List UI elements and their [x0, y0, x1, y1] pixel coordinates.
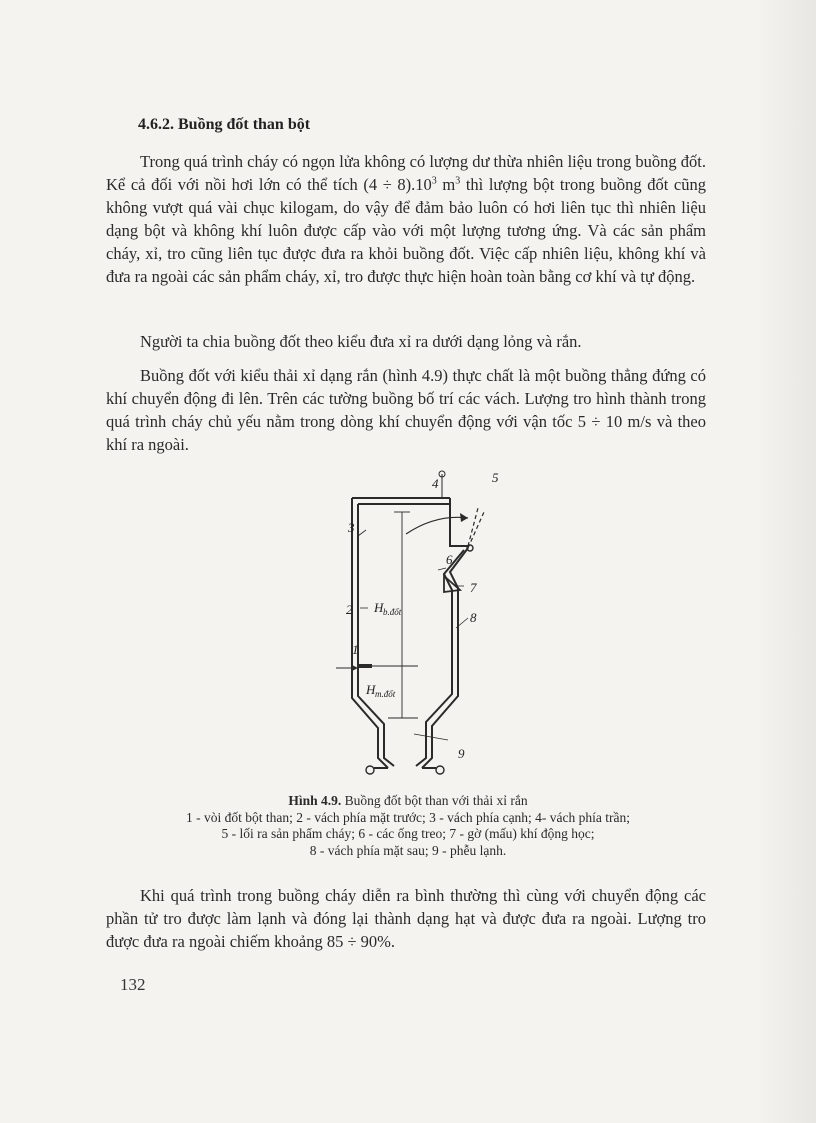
furnace-diagram: [318, 468, 518, 790]
label-5: 5: [492, 470, 499, 485]
label-h-b: H: [374, 600, 384, 615]
label-3: 3: [348, 520, 355, 535]
hopper-header-right: [436, 766, 444, 774]
superscript-exponent: 3: [431, 175, 437, 187]
label-h-b-sub: b.đốt: [383, 607, 402, 617]
gas-flow-arrowhead: [460, 513, 468, 522]
caption-title-text: Buồng đốt bột than với thải xỉ rắn: [341, 793, 528, 808]
back-wall-inner: [416, 550, 464, 766]
back-wall-upper: [450, 498, 468, 546]
page-number: 132: [120, 975, 146, 994]
hopper-header-left: [366, 766, 374, 774]
caption-label: Hình 4.9.: [288, 793, 342, 808]
label-6: 6: [446, 552, 453, 567]
caption-line-3: 8 - vách phía mặt sau; 9 - phễu lạnh.: [309, 842, 507, 858]
leader-3: [358, 530, 366, 536]
label-2: 2: [346, 602, 353, 617]
label-h-m-sub: m.đốt: [375, 689, 396, 699]
label-8: 8: [470, 610, 477, 625]
caption-title: [100, 793, 716, 810]
label-7: 7: [470, 580, 477, 595]
paragraph-1-unit: m: [436, 175, 456, 194]
leader-6: [438, 568, 446, 570]
label-9: 9: [458, 746, 465, 761]
gas-flow-arrow: [406, 517, 468, 534]
paragraph-3: Buồng đốt với kiểu thải xỉ dạng rắn (hình 4.9) thực chất là một buồng thẳng đứng có khí chuyển động đi lên. Trên các tường buồng bố trí các vách. Lượng tro hình thành trong quá trình cháy chủ yếu nằm trong dòng khí chuyển động với vận tốc 5 ÷ 10 m/s và theo khí ra ngoài.: [106, 366, 706, 454]
exit-outline: [468, 508, 484, 548]
superscript-unit-exponent: 3: [455, 175, 461, 187]
burner-nozzle: [358, 664, 372, 668]
paragraph-1-part-a: Trong quá trình cháy có ngọn lửa không có lượng dư thừa nhiên liệu trong buồng đốt. Kể cả đối với nồi hơi lớn có thể tích (4 ÷ 8).10: [106, 152, 706, 194]
label-1: 1: [352, 642, 359, 657]
label-h-m: H: [366, 682, 376, 697]
figure-caption: [100, 793, 716, 859]
furnace-drawing: [318, 468, 518, 790]
caption-line-2: 5 - lối ra sản phẩm cháy; 6 - các ống treo; 7 - gờ (mấu) khí động học;: [221, 826, 595, 841]
paragraph-4: Khi quá trình trong buồng cháy diễn ra bình thường thì cùng với chuyển động các phần tử tro được làm lạnh và đóng lại thành dạng hạt và được đưa ra ngoài. Lượng tro được đưa ra ngoài chiếm khoảng 85 ÷ 90%.: [106, 886, 706, 951]
paragraph-2: Người ta chia buồng đốt theo kiểu đưa xỉ ra dưới dạng lỏng và rắn.: [140, 332, 582, 351]
page-edge-shadow: [756, 0, 816, 1123]
label-4: 4: [432, 476, 439, 491]
paragraph-1-part-c: thì lượng bột trong buồng đốt cũng không vượt quá vài chục kilogam, do vậy để đảm bảo luôn có hơi liên tục thì nhiên liệu dạng bột và không khí luôn được cấp vào với một lượng tương ứng. Và các sản phẩm cháy, xỉ, tro cũng liên tục được đưa ra khỏi buồng đốt. Việc cấp nhiên liệu, không khí và đưa ra ngoài các sản phẩm cháy, xỉ, tro được thực hiện hoàn toàn bằng cơ khí và tự động.: [106, 175, 706, 286]
caption-line-1: 1 - vòi đốt bột than; 2 - vách phía mặt trước; 3 - vách phía cạnh; 4- vách phía trần;: [185, 809, 631, 825]
section-heading: 4.6.2. Buồng đốt than bột: [138, 116, 311, 133]
paragraph-1: [106, 150, 706, 288]
back-wall: [422, 548, 468, 768]
